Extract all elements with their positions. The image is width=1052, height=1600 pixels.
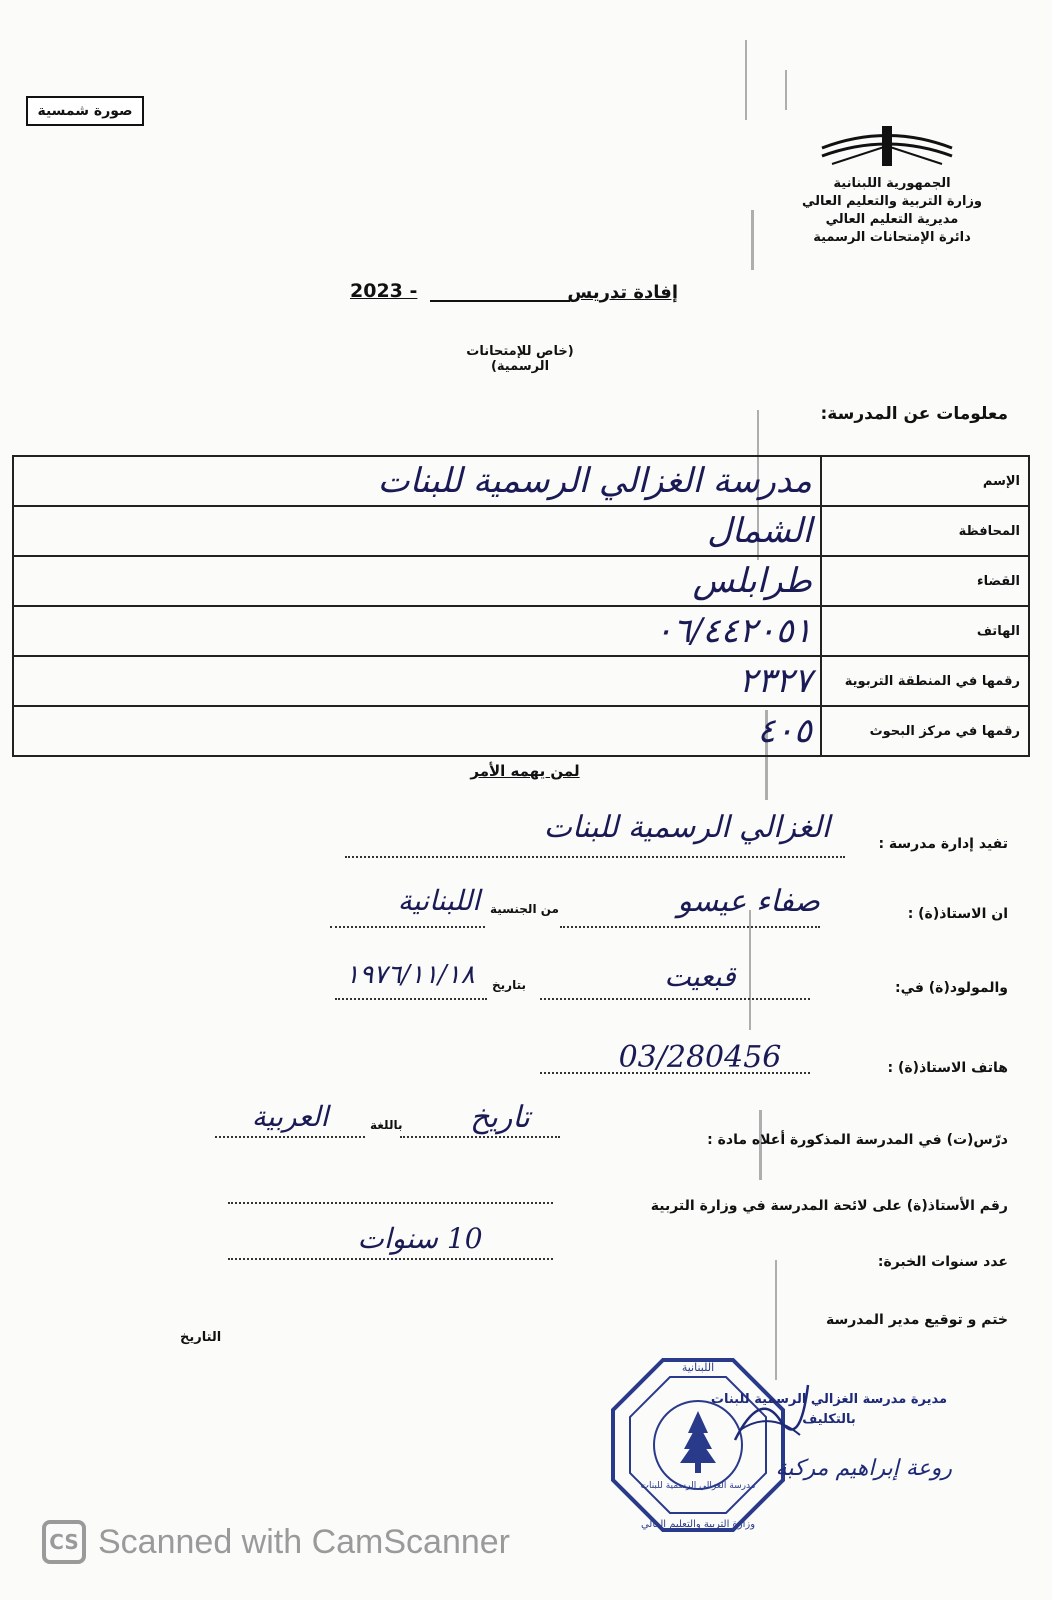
table-row <box>13 706 1029 756</box>
taught-label: درّس(ت) في المدرسة المذكورة أعلاه مادة : <box>707 1132 1008 1148</box>
signature-name: روعة إبراهيم مركبة <box>775 1456 952 1481</box>
table-value: مدرسة الغزالي الرسمية للبنات <box>13 456 821 506</box>
phone-value: 03/280456 <box>618 1040 782 1075</box>
nationality-dots <box>330 926 485 928</box>
photo-box <box>26 96 144 126</box>
document-subtitle: (خاص للإمتحانات الرسمية) <box>466 344 574 374</box>
school-admin-dots <box>345 856 845 858</box>
header-line: وزارة التربية والتعليم العالي <box>801 194 983 209</box>
date-label: التاريخ <box>180 1330 222 1345</box>
table-value: ٤٠٥ <box>13 706 821 756</box>
years-dots <box>228 1258 553 1260</box>
taught-value: تاريخ <box>470 1100 530 1135</box>
to-whom-heading: لمن يهمه الأمر <box>470 762 580 780</box>
born-date-value: ١٩٧٦/١١/١٨ <box>345 960 475 990</box>
taught-dots <box>400 1136 560 1138</box>
table-row <box>13 656 1029 706</box>
table-row <box>13 456 1029 506</box>
table-row <box>13 556 1029 606</box>
table-label: الهاتف <box>821 606 1029 656</box>
language-value: العربية <box>251 1100 329 1133</box>
document-title <box>350 280 690 310</box>
table-label: الإسم <box>821 456 1029 506</box>
language-dots <box>215 1136 365 1138</box>
title-label: إفادة تدريس <box>567 282 678 303</box>
nationality-value: اللبنانية <box>397 884 480 917</box>
teacher-value: صفاء عيسو <box>677 884 820 919</box>
school-admin-value: الغزالي الرسمية للبنات <box>543 810 830 845</box>
header-block <box>792 175 992 247</box>
camscanner-watermark <box>42 1520 510 1564</box>
table-value: الشمال <box>13 506 821 556</box>
teacher-label: ان الاستاذ(ة) : <box>907 906 1008 922</box>
table-row <box>13 606 1029 656</box>
camscanner-icon: CS <box>42 1520 86 1564</box>
table-value: طرابلس <box>13 556 821 606</box>
stamp-center-text: مدرسة الغزالي الرسمية للبنات <box>640 1481 756 1491</box>
stamp-bottom-text: وزارة التربية والتعليم العالي <box>640 1519 756 1530</box>
born-date-label: بتاريخ <box>492 978 526 992</box>
table-row <box>13 506 1029 556</box>
header-line: الجمهورية اللبنانية <box>833 176 951 191</box>
signature-scribble-icon <box>730 1380 810 1450</box>
table-value: ٢٣٢٧ <box>13 656 821 706</box>
born-label: والمولود(ة) في: <box>894 980 1008 996</box>
years-value: 10 سنوات <box>357 1222 483 1255</box>
born-dots <box>540 998 810 1000</box>
signature-line: بالتكليف <box>802 1412 856 1427</box>
header-line: مديرية التعليم العالي <box>825 212 959 227</box>
school-admin-label: تفيد إدارة مدرسة : <box>878 836 1008 852</box>
title-year: 2023 - <box>350 280 418 302</box>
header-line: دائرة الإمتحانات الرسمية <box>813 230 971 245</box>
stamp-label: ختم و توقيع مدير المدرسة <box>825 1312 1008 1328</box>
years-label: عدد سنوات الخبرة: <box>877 1254 1008 1270</box>
school-info-table <box>12 455 1030 757</box>
camscanner-text: Scanned with CamScanner <box>98 1522 511 1561</box>
language-label: باللغة <box>370 1118 403 1132</box>
ministry-dots <box>228 1202 553 1204</box>
table-label: رقمها في المنطقة التربوية <box>821 656 1029 706</box>
photo-box-label: صورة شمسية <box>37 103 133 119</box>
table-label: القضاء <box>821 556 1029 606</box>
table-label: المحافظة <box>821 506 1029 556</box>
ministry-label: رقم الأستاذ(ة) على لائحة المدرسة في وزارة التربية <box>650 1198 1008 1214</box>
title-blank <box>430 300 570 302</box>
school-section-title: معلومات عن المدرسة: <box>820 404 1008 424</box>
teacher-dots <box>560 926 820 928</box>
born-date-dots <box>335 998 487 1000</box>
table-label: رقمها في مركز البحوث <box>821 706 1029 756</box>
phone-label: هاتف الاستاذ(ة) : <box>887 1060 1008 1076</box>
stamp-top-text: اللبنانية <box>681 1361 715 1374</box>
ministry-logo-icon <box>812 118 962 172</box>
born-value: قبعيت <box>664 960 736 993</box>
table-value: ٠٦/٤٤٢٠٥١ <box>13 606 821 656</box>
signature-line: مديرة مدرسة الغزالي الرسمية للبنات <box>710 1392 948 1407</box>
nationality-label: من الجنسية <box>490 902 559 916</box>
